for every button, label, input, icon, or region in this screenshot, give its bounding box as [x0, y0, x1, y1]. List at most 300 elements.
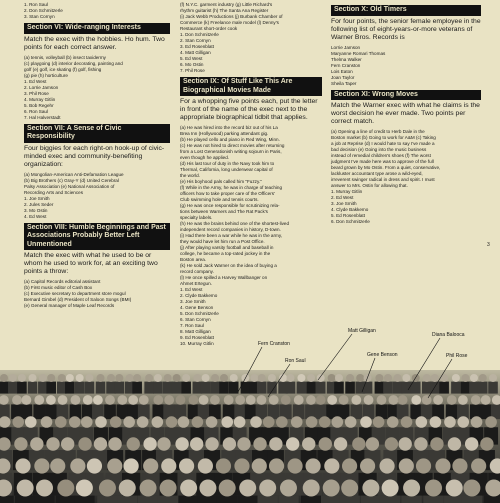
section-11-names	[331, 189, 481, 225]
person-head	[97, 374, 105, 382]
person-body	[178, 496, 198, 503]
person-head	[206, 416, 218, 428]
person-head	[346, 374, 354, 382]
person-head	[12, 416, 24, 428]
person-head	[345, 416, 357, 428]
person-body	[201, 382, 211, 394]
list-item: 1. Murray Gitlin	[331, 189, 363, 194]
person-head	[287, 374, 295, 382]
person-head	[253, 437, 266, 450]
person-head	[332, 416, 344, 428]
person-head	[76, 374, 84, 382]
person-head	[422, 395, 432, 405]
person-body	[117, 496, 137, 503]
answer-line: even though he applied.	[180, 155, 230, 160]
person-head	[126, 374, 134, 382]
person-body	[321, 496, 341, 503]
answer-line: (k) He sold Jack Warner on the idea of buying a	[180, 263, 277, 268]
person-head	[160, 480, 177, 497]
list-item: 5. Don Schmitzerle	[180, 311, 219, 316]
person-head	[433, 395, 443, 405]
person-head	[319, 437, 332, 450]
person-head	[259, 480, 276, 497]
answer-line: instead of remedial children's shoes (f) The worst	[331, 153, 431, 158]
person-head	[280, 480, 297, 497]
person-body	[334, 382, 344, 394]
person-body	[363, 382, 373, 394]
person-head	[30, 437, 43, 450]
person-head	[117, 395, 127, 405]
person-head	[140, 480, 157, 497]
person-head	[176, 395, 186, 405]
answer-line: Restaurant short-order cook	[180, 26, 238, 31]
person-body	[488, 382, 498, 394]
answer-line: (c) playgoing (d) interior decorating, painting and	[24, 60, 123, 66]
person-head	[123, 416, 135, 428]
person-body	[383, 382, 393, 394]
person-body	[106, 382, 116, 394]
person-head	[303, 480, 320, 497]
person-head	[403, 480, 420, 497]
caption-ron-saul: Ron Saul	[285, 358, 306, 364]
list-item: 10. Murray Gitlin	[180, 341, 214, 346]
person-head	[57, 480, 74, 497]
list-item: 5. Ed Rosenblatt	[331, 213, 365, 218]
person-head	[446, 480, 463, 497]
section-11-answers	[331, 129, 481, 189]
person-head	[485, 416, 497, 428]
person-head	[241, 374, 249, 382]
person-head	[94, 437, 107, 450]
list-item: 4. Gene Benson	[180, 305, 214, 310]
answer-line: (d) His last tour of duty in the Navy took him to	[180, 161, 275, 166]
person-head	[21, 395, 31, 405]
answer-line: (b) First music editor of Cash Box	[24, 285, 93, 290]
person-head	[263, 416, 275, 428]
person-head	[224, 395, 234, 405]
section-6-intro: Match the exec with the hobbies. Ho hum. Two points for each correct answer.	[24, 35, 165, 51]
answer-line: answer to Mrs. Ostin for allowing that.	[331, 183, 408, 188]
person-head	[373, 416, 385, 428]
person-head	[87, 458, 102, 473]
person-head	[389, 395, 399, 405]
person-head	[179, 458, 194, 473]
answer-line: (a) He was hired into the record biz out of his La	[180, 125, 278, 130]
person-head	[366, 437, 379, 450]
person-body	[75, 382, 85, 394]
list-item: 6. Ron Saul	[24, 108, 49, 114]
person-head	[12, 395, 22, 405]
person-body	[478, 382, 488, 394]
person-head	[287, 458, 302, 473]
person-body	[15, 496, 35, 503]
person-head	[316, 395, 326, 405]
section-8-answers-cont	[180, 2, 322, 32]
answer-line: golf (e) golf, ice skating (f) golf, fishing	[24, 66, 102, 72]
person-body	[229, 382, 239, 394]
answer-line: (a) Mongolian-American Anti-Defamation League	[24, 171, 124, 177]
person-head	[124, 458, 139, 473]
person-head	[178, 416, 190, 428]
person-head	[230, 374, 238, 382]
person-body	[462, 496, 482, 503]
answer-line: Commerce (k) Freelance male model (l) Denny's	[180, 20, 279, 25]
person-body	[0, 496, 14, 503]
list-item: Sheila Taper	[331, 80, 357, 86]
list-item: 4. Ed West	[24, 213, 47, 219]
person-head	[414, 437, 427, 450]
person-head	[447, 395, 457, 405]
person-head	[78, 437, 91, 450]
caption-phil-rose: Phil Rose	[446, 353, 468, 359]
person-head	[257, 395, 267, 405]
answer-line: (a) Opening a line of credit to Herb Dale in the	[331, 129, 425, 134]
person-body	[132, 382, 142, 394]
person-head	[211, 374, 219, 382]
person-body	[316, 382, 326, 394]
answer-line: rhythm guitarist (h) The Santa Ana Register	[180, 8, 269, 13]
person-head	[29, 374, 37, 382]
person-head	[339, 395, 349, 405]
person-head	[9, 374, 17, 382]
person-body	[56, 496, 76, 503]
list-item: 3. Stan Cornyn	[24, 14, 55, 19]
answer-line: Thermal, California, long underwear capital of	[180, 167, 273, 172]
person-body	[423, 496, 443, 503]
person-head	[133, 374, 141, 382]
answer-line: (f) While in the Army, he was in charge of teaching	[180, 185, 283, 190]
person-head	[425, 480, 442, 497]
person-head	[269, 437, 282, 450]
answer-line: (a) Capitol Records editorial assistant	[24, 279, 101, 284]
person-head	[17, 480, 34, 497]
list-item: Thelma Walker	[331, 56, 362, 62]
person-head	[76, 480, 93, 497]
person-head	[463, 480, 480, 497]
answer-line: Palsy Association (e) National Association of	[24, 183, 115, 189]
person-head	[364, 395, 374, 405]
person-head	[481, 395, 491, 405]
section-11-title: Section XI: Wrong Moves	[331, 90, 481, 101]
person-head	[137, 416, 149, 428]
list-item: Fern Cranston	[331, 62, 361, 68]
list-item: 5. Bob Regehr	[24, 102, 54, 108]
person-head	[221, 416, 233, 428]
person-body	[345, 382, 355, 394]
person-head	[175, 437, 188, 450]
answer-line: (b) Big Brothers (c) Gray-Y (d) United Cerebral	[24, 177, 119, 183]
person-body	[393, 382, 403, 394]
person-head	[457, 416, 469, 428]
person-head	[157, 437, 170, 450]
list-item: 2. Jules Seder	[24, 201, 54, 207]
answer-line: Boston market (b) Going to work for A&M (c) Taking	[331, 135, 436, 140]
person-head	[258, 374, 266, 382]
person-head	[193, 374, 201, 382]
person-body	[46, 382, 56, 394]
person-head	[246, 395, 256, 405]
person-body	[297, 382, 307, 394]
person-head	[55, 416, 67, 428]
person-head	[444, 416, 456, 428]
answer-line: independent record companies in history, D-town.	[180, 227, 281, 232]
person-head	[47, 374, 55, 382]
list-item: 4. Murray Gitlin	[24, 96, 56, 102]
person-body	[444, 496, 464, 503]
person-head	[182, 374, 190, 382]
person-head	[58, 395, 68, 405]
person-head	[306, 395, 316, 405]
answer-line: irreverent swinger radical in dress and spirit. I must	[331, 177, 435, 182]
person-body	[375, 382, 385, 394]
person-head	[399, 458, 414, 473]
answer-line: judgment I've made here was to approve of the full	[331, 159, 434, 164]
answer-line: the world.	[180, 173, 200, 178]
person-body	[38, 382, 48, 394]
section-7-names	[24, 196, 170, 220]
person-head	[352, 437, 365, 450]
list-item: 1. Ed West	[180, 287, 203, 292]
answer-line: from a Lost Generationish writing sojourn in Paris,	[180, 149, 282, 154]
list-item: 7. Ron Saul	[180, 323, 205, 328]
answer-line: bad decision (e) Going into the music business	[331, 147, 427, 152]
answer-line: (e) General manager of Maple Leaf Records	[24, 303, 115, 308]
person-head	[423, 374, 431, 382]
person-head	[127, 437, 140, 450]
section-11-intro: Match the Warner exec with what he claims is the worst decision he ever made. Two points per correct match.	[331, 102, 480, 125]
list-item: 2. Stan Cornyn	[180, 38, 211, 43]
section-6-answers	[24, 55, 170, 79]
person-head	[14, 437, 27, 450]
person-head	[173, 374, 181, 382]
list-item: Lorrie Jamson	[331, 44, 361, 50]
person-head	[25, 416, 37, 428]
person-body	[193, 382, 203, 394]
person-body	[172, 382, 182, 394]
list-item: Maryanne Romari Thomas	[331, 50, 386, 56]
person-body	[257, 382, 267, 394]
person-body	[339, 496, 359, 503]
person-head	[324, 458, 339, 473]
answer-line: beard grown by Mo Ostin. From a quiet, conservative,	[331, 165, 441, 170]
person-head	[216, 458, 231, 473]
person-head	[360, 458, 375, 473]
person-head	[36, 480, 53, 497]
section-8-title: Section VIII: Humble Beginnings and Past Associations Probably Better Left Unmentioned	[24, 223, 170, 251]
group-photo	[0, 370, 500, 503]
person-body	[158, 496, 178, 503]
caption-gene-benson: Gene Benson	[367, 352, 398, 358]
person-head	[458, 395, 468, 405]
person-head	[401, 416, 413, 428]
person-body	[461, 382, 471, 394]
person-body	[17, 382, 27, 394]
section-7-intro: Four biggies for each right-on hook-up of civic-minded exec and community-benefiting organization:	[24, 144, 165, 168]
person-head	[99, 480, 116, 497]
person-head	[93, 395, 103, 405]
person-head	[39, 374, 47, 382]
answer-line: Boston area.	[180, 257, 207, 262]
person-head	[307, 374, 315, 382]
person-head	[143, 437, 156, 450]
answer-line: (j) After playing varsity football and baseball in	[180, 245, 274, 250]
person-body	[301, 496, 321, 503]
person-head	[412, 374, 420, 382]
list-item: 4. Clyde Bakkemo	[331, 207, 369, 212]
list-item: 3. Phil Rose	[24, 90, 49, 96]
person-head	[416, 458, 431, 473]
person-head	[341, 480, 358, 497]
person-head	[70, 458, 85, 473]
person-head	[431, 374, 439, 382]
person-head	[252, 458, 267, 473]
person-head	[351, 395, 361, 405]
section-10-title: Section X: Old Timers	[331, 5, 481, 16]
person-head	[269, 458, 284, 473]
person-head	[364, 374, 372, 382]
person-body	[96, 382, 106, 394]
person-body	[219, 382, 229, 394]
answer-line: Recording Arts and Sciences	[24, 189, 83, 195]
person-head	[58, 374, 66, 382]
person-body	[469, 382, 479, 394]
person-head	[471, 458, 486, 473]
answer-line: Club swimming hole and tennis courts.	[180, 197, 259, 202]
person-head	[81, 416, 93, 428]
person-head	[235, 395, 245, 405]
person-head	[41, 416, 53, 428]
person-head	[143, 458, 158, 473]
list-item: Joan Taylor	[331, 74, 355, 80]
person-head	[480, 437, 493, 450]
person-head	[152, 416, 164, 428]
person-head	[452, 374, 460, 382]
person-head	[145, 374, 153, 382]
person-head	[199, 480, 216, 497]
person-head	[319, 416, 331, 428]
section-7-answers	[24, 172, 170, 196]
person-head	[61, 437, 74, 450]
person-head	[489, 374, 497, 382]
person-head	[435, 458, 450, 473]
answer-line: Ahmet Ertegun.	[180, 281, 212, 286]
caption-matt-gilligan: Matt Gilligan	[348, 328, 376, 334]
answer-line: (c) Executive secretary to department store mogul	[24, 291, 126, 296]
answer-line: college, he became a top-rated jockey in the	[180, 251, 271, 256]
person-body	[217, 496, 237, 503]
answer-line: (g) He was once responsible for scrutinizing rela-	[180, 203, 280, 208]
person-head	[342, 458, 357, 473]
person-head	[239, 480, 256, 497]
person-body	[267, 382, 277, 394]
person-body	[258, 496, 278, 503]
crowd-illustration	[0, 370, 500, 503]
person-head	[430, 416, 442, 428]
person-body	[401, 496, 421, 503]
person-head	[107, 374, 115, 382]
person-head	[448, 437, 461, 450]
person-head	[34, 395, 44, 405]
person-head	[189, 395, 199, 405]
person-head	[153, 395, 163, 405]
person-body	[115, 382, 125, 394]
section-9-intro: For a whopping five points each, put the letter in front of the name of the exec next to the appropriate biographical tidbit that applies.	[180, 98, 318, 121]
person-body	[138, 496, 158, 503]
person-head	[452, 458, 467, 473]
person-head	[269, 395, 279, 405]
person-head	[471, 416, 483, 428]
person-body	[0, 382, 9, 394]
person-body	[361, 496, 381, 503]
person-head	[416, 416, 428, 428]
person-head	[382, 480, 399, 497]
person-head	[394, 374, 402, 382]
person-head	[234, 416, 246, 428]
person-head	[205, 437, 218, 450]
person-head	[107, 458, 122, 473]
person-head	[384, 374, 392, 382]
person-head	[223, 437, 236, 450]
person-head	[108, 437, 121, 450]
list-item: 7. Phil Rose	[180, 68, 205, 73]
list-item: 3. Joe Smith	[331, 201, 357, 206]
list-item: 7. Hal Halverstadt	[24, 114, 61, 120]
person-head	[294, 395, 304, 405]
answer-line: (c) He was not hired to direct movies after returning	[180, 143, 285, 148]
person-body	[163, 382, 173, 394]
person-head	[385, 437, 398, 450]
person-head	[83, 395, 93, 405]
section-10-intro: For four points, the senior female employee in the following list of eight-years-or-more veterans of Warner Bros. Records is	[331, 17, 481, 41]
person-head	[379, 458, 394, 473]
section-10-names	[331, 45, 481, 87]
person-head	[440, 374, 448, 382]
person-body	[8, 382, 18, 394]
person-head	[166, 416, 178, 428]
person-head	[430, 437, 443, 450]
answer-line: (g) pie (h) horticulture	[24, 72, 68, 78]
person-head	[306, 416, 318, 428]
person-head	[110, 416, 122, 428]
answer-line: (b) He played cello and piano in Red Wing, Minn.	[180, 137, 280, 142]
person-body	[484, 496, 500, 503]
person-head	[323, 480, 340, 497]
person-head	[0, 374, 8, 382]
answer-line: specialty labels.	[180, 215, 213, 220]
person-head	[220, 374, 228, 382]
person-body	[65, 382, 75, 394]
person-head	[34, 458, 49, 473]
person-head	[470, 374, 478, 382]
person-head	[465, 437, 478, 450]
person-body	[198, 496, 218, 503]
person-head	[471, 395, 481, 405]
person-head	[411, 395, 421, 405]
answer-line: tions between Warners and The Rat Pack's	[180, 209, 268, 214]
person-head	[105, 395, 115, 405]
person-head	[15, 458, 30, 473]
person-head	[334, 437, 347, 450]
person-head	[180, 480, 197, 497]
person-head	[46, 437, 59, 450]
list-item: 6. Don Schmitzerle	[331, 219, 370, 224]
caption-fern-cranston: Fern Cranston	[258, 341, 290, 347]
person-body	[411, 382, 421, 394]
section-7-title: Section VII: A Sense of Civic Responsibility	[24, 124, 170, 143]
person-body	[286, 382, 296, 394]
person-head	[479, 374, 487, 382]
person-head	[69, 416, 81, 428]
